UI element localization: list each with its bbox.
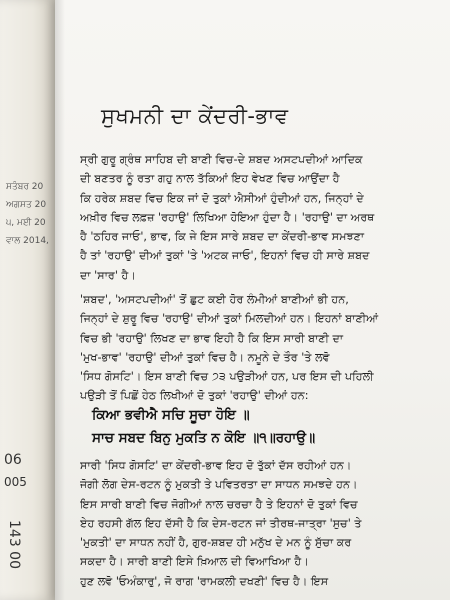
paragraph-3 xyxy=(80,456,436,591)
verse-line: ਸਾਚ ਸਬਦ ਬਿਨੁ ਮੁਕਤਿ ਨ ਕੋਇ ॥੧॥ਰਹਾਉ॥ xyxy=(92,430,316,446)
text-line: ਸਕਦਾ ਹੈ। ਸਾਰੀ ਬਾਣੀ ਇਸੇ ਖ਼ਿਆਲ ਦੀ ਵਿਆਖਿਆ ਹੈ। xyxy=(80,555,309,569)
text-line: ਸਾਰੀ 'ਸਿਧ ਗੋਸਟਿ' ਦਾ ਕੇਂਦਰੀ-ਭਾਵ ਇਹ ਦੋ ਤੁੱਕਾਂ ਦੱਸ ਰਹੀਆਂ ਹਨ। xyxy=(80,459,352,472)
text-line: ਹੁਣ ਲਵੋ 'ਓਅੰਕਾਰੁ', ਜੋ ਰਾਗ 'ਰਾਮਕਲੀ ਦਖਣੀ' ਵਿਚ ਹੈ। ਇਸ xyxy=(80,574,329,588)
left-page-text: ਵਾਲ 2014, xyxy=(6,236,49,246)
text-line: ਸ੍ਰੀ ਗੁਰੂ ਗ੍ਰੰਥ ਸਾਹਿਬ ਦੀ ਬਾਣੀ ਵਿਚ-ਦੇ ਸ਼ਬਦ ਅਸਟਪਦੀਆਂ ਆਦਿਕ xyxy=(80,153,363,166)
paragraph-1 xyxy=(80,150,436,285)
text-line: ਵਿਚ ਭੀ 'ਰਹਾਉ' ਲਿਖਣ ਦਾ ਭਾਵ ਇਹੀ ਹੈ ਕਿ ਇਸ ਸਾਰੀ ਬਾਣੀ ਦਾ xyxy=(80,331,344,345)
chapter-title: ਸੁਖਮਨੀ ਦਾ ਕੇਂਦਰੀ-ਭਾਵ xyxy=(101,104,289,128)
text-line: 'ਮੁਖ-ਭਾਵ' 'ਰਹਾਉ' ਦੀਆਂ ਤੁਕਾਂ ਵਿਚ ਹੈ। ਨਮੂਨੇ ਦੇ ਤੌਰ 'ਤੇ ਲਵੋ xyxy=(80,350,330,364)
text-line: ਹੈ 'ਠਹਿਰ ਜਾਓ', ਭਾਵ, ਕਿ ਜੇ ਇਸ ਸਾਰੇ ਸ਼ਬਦ ਦਾ ਕੇਂਦਰੀ-ਭਾਵ ਸਮਝਣਾ xyxy=(80,230,365,244)
left-page-number: 06 xyxy=(4,452,22,468)
text-line: 'ਸਿਧ ਗੋਸਟਿ'। ਇਸ ਬਾਣੀ ਵਿਚ ੭੩ ਪਉੜੀਆਂ ਹਨ, ਪਰ ਇਸ ਦੀ ਪਹਿਲੀ xyxy=(80,370,374,384)
gurbani-verse xyxy=(92,404,432,450)
text-line: ਹੈ ਤਾਂ 'ਰਹਾਉ' ਦੀਆਂ ਤੁਕਾਂ 'ਤੇ 'ਅਟਕ ਜਾਓ', ਇਹਨਾਂ ਵਿਚ ਹੀ ਸਾਰੇ ਸ਼ਬਦ xyxy=(80,249,370,263)
left-page-text: ੫, ਮਈ 20 xyxy=(6,218,46,228)
text-line: ਦਾ 'ਸਾਰ' ਹੈ। xyxy=(80,268,136,282)
text-line: ਜੋਗੀ ਲੋਗ ਦੇਸ-ਰਟਨ ਨੂੰ ਮੁਕਤੀ ਤੇ ਪਵਿਤਰਤਾ ਦਾ ਸਾਧਨ ਸਮਝਦੇ ਹਨ। xyxy=(80,478,358,492)
left-page-edge xyxy=(0,0,55,600)
text-line: 'ਸ਼ਬਦ', 'ਅਸਟਪਦੀਆਂ' ਤੋਂ ਛੁਟ ਕਈ ਹੋਰ ਲੰਮੀਆਂ ਬਾਣੀਆਂ ਭੀ ਹਨ, xyxy=(80,293,349,306)
left-page-text: ਅਗਸਤ 20 xyxy=(6,200,47,210)
left-page-text: ਸਤੰਬਰ 20 xyxy=(6,182,44,192)
text-line: 'ਮੁਕਤੀ' ਦਾ ਸਾਧਨ ਨਹੀਂ ਹੈ, ਗੁਰ-ਸ਼ਬਦ ਹੀ ਮਨੁੱਖ ਦੇ ਮਨ ਨੂੰ ਸੁੱਚਾ ਕਰ xyxy=(80,536,352,550)
text-line: ਅਖ਼ੀਰ ਵਿਚ ਲਫ਼ਜ਼ 'ਰਹਾਉ' ਲਿਖਿਆ ਹੋਇਆ ਹੁੰਦਾ ਹੈ। 'ਰਹਾਉ' ਦਾ ਅਰਥ xyxy=(80,210,375,224)
left-page-number: 005 xyxy=(4,475,27,489)
text-line: ਇਸ ਸਾਰੀ ਬਾਣੀ ਵਿਚ ਜੋਗੀਆਂ ਨਾਲ ਚਰਚਾ ਹੈ ਤੇ ਇਹਨਾਂ ਦੋ ਤੁਕਾਂ ਵਿਚ xyxy=(80,497,358,511)
page-gutter-shadow xyxy=(55,0,65,600)
text-line: ਜਿਨ੍ਹਾਂ ਦੇ ਸ਼ੁਰੂ ਵਿਚ 'ਰਹਾਉ' ਦੀਆਂ ਤੁਕਾਂ ਮਿਲਦੀਆਂ ਹਨ। ਇਹਨਾਂ ਬਾਣੀਆਂ xyxy=(80,312,379,326)
text-line: ਪਉੜੀ ਤੋਂ ਪਿਛੋਂ ਹੇਠ ਲਿਖੀਆਂ ਦੋ ਤੁਕਾਂ 'ਰਹਾਉ' ਦੀਆਂ ਹਨ: xyxy=(80,389,309,403)
text-line: ਏਹ ਰਹਸੀ ਗੱਲ ਇਹ ਦੱਸੀ ਹੈ ਕਿ ਦੇਸ-ਰਟਨ ਜਾਂ ਤੀਰਥ-ਜਾਤ੍ਰਾ 'ਸੁਚ' ਤੇ xyxy=(80,516,362,530)
left-page-number: 143 00 xyxy=(6,520,22,569)
text-line: ਕਿ ਹਰੇਕ ਸ਼ਬਦ ਵਿਚ ਇਕ ਜਾਂ ਦੋ ਤੁਕਾਂ ਐਸੀਆਂ ਹੁੰਦੀਆਂ ਹਨ, ਜਿਨ੍ਹਾਂ ਦੇ xyxy=(80,191,364,205)
verse-line: ਕਿਆ ਭਵੀਐ ਸਚਿ ਸੂਚਾ ਹੋਇ ॥ xyxy=(92,407,250,423)
text-line: ਦੀ ਬਣਤਰ ਨੂੰ ਰਤਾ ਗਹੁ ਨਾਲ ਤੱਕਿਆਂ ਇਹ ਵੇਖਣ ਵਿਚ ਆਉਂਦਾ ਹੈ xyxy=(80,172,340,186)
paragraph-2 xyxy=(80,290,436,406)
